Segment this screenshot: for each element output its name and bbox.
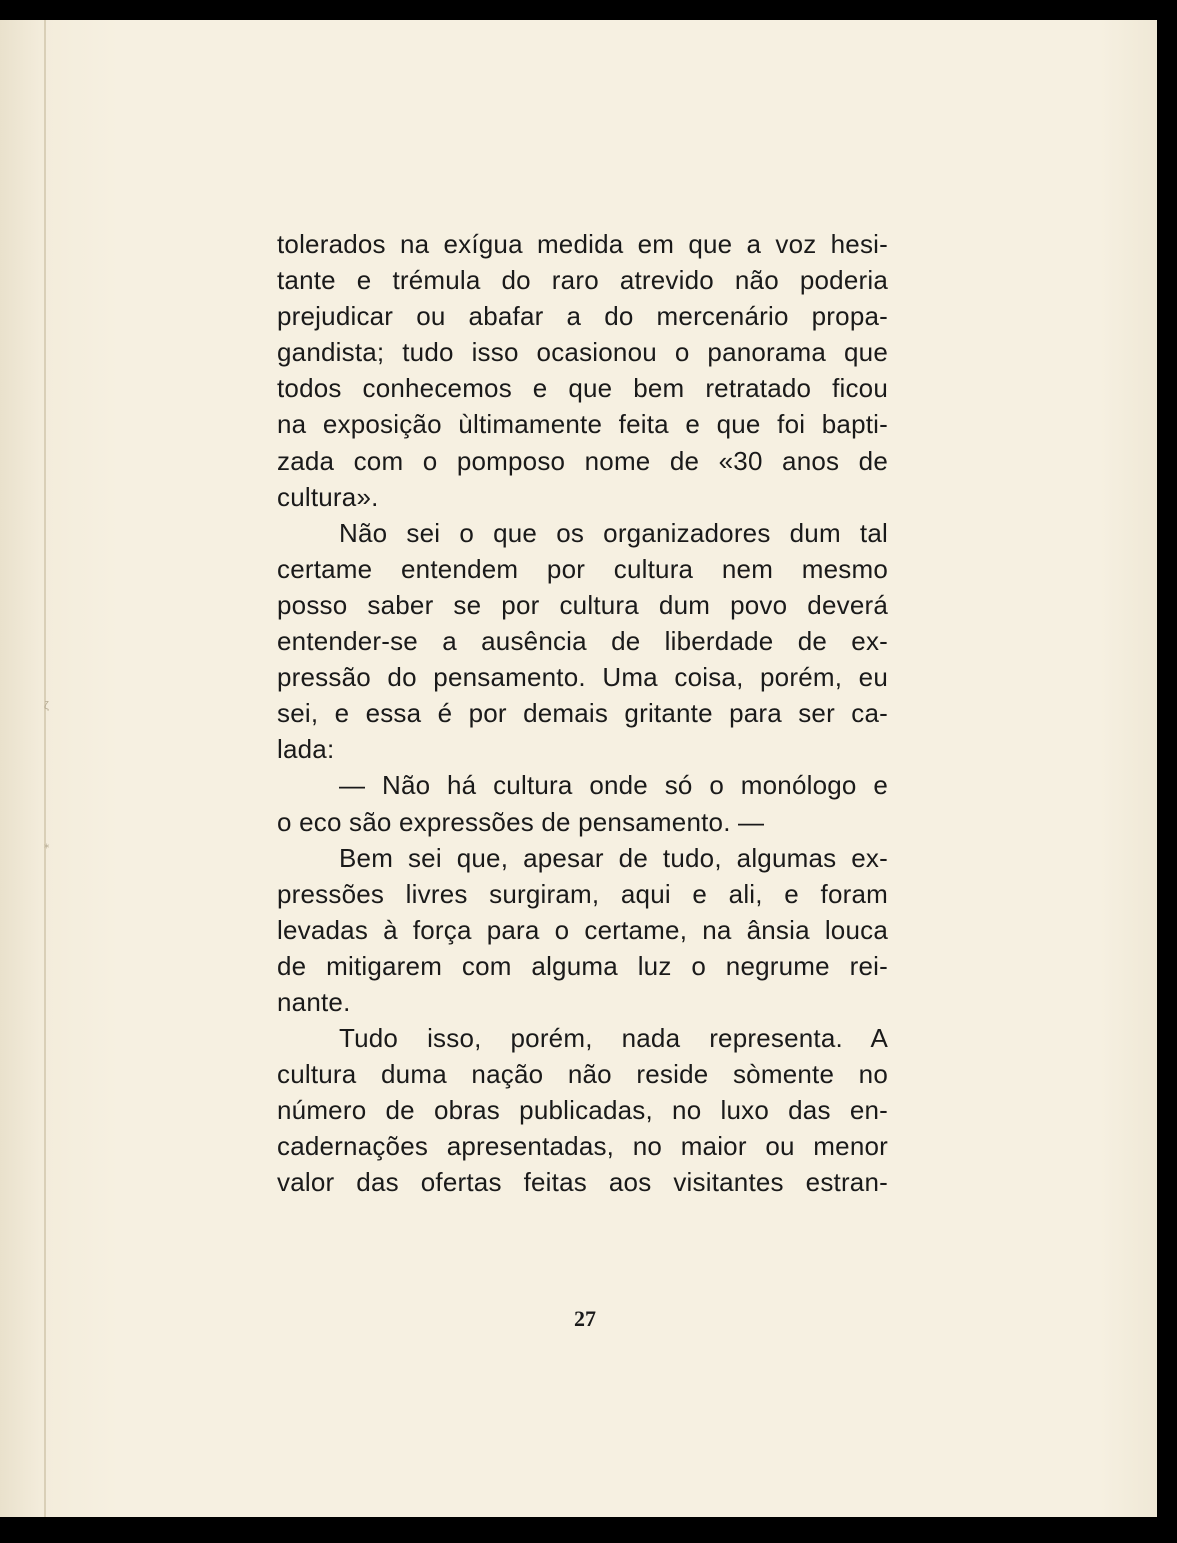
text-line: na exposição ùltimamente feita e que foi bapti- bbox=[277, 409, 888, 440]
text-line: posso saber se por cultura dum povo deverá bbox=[277, 589, 888, 620]
text-line: nante. bbox=[277, 986, 351, 1017]
text-line: entender-se a ausência de liberdade de ex- bbox=[277, 626, 888, 657]
text-line: pressão do pensamento. Uma coisa, porém, eu bbox=[277, 662, 888, 693]
text-line: cadernações apresentadas, no maior ou menor bbox=[277, 1131, 888, 1162]
text-line: prejudicar ou abafar a do mercenário propa- bbox=[277, 301, 888, 332]
text-line: todos conhecemos e que bem retratado ficou bbox=[277, 373, 888, 404]
text-line: Tudo isso, porém, nada representa. A bbox=[339, 1023, 888, 1054]
text-line: valor das ofertas feitas aos visitantes estran- bbox=[277, 1167, 888, 1198]
page-number: 27 bbox=[574, 1306, 596, 1331]
text-line: número de obras publicadas, no luxo das en- bbox=[277, 1095, 888, 1126]
text-line: o eco são expressões de pensamento. — bbox=[277, 806, 765, 837]
margin-artifact: ζ bbox=[44, 700, 49, 712]
text-line: lada: bbox=[277, 734, 335, 765]
text-line: gandista; tudo isso ocasionou o panorama que bbox=[277, 337, 888, 368]
text-line: certame entendem por cultura nem mesmo bbox=[277, 553, 888, 584]
text-line: Não sei o que os organizadores dum tal bbox=[339, 517, 888, 548]
text-line: de mitigarem com alguma luz o negrume rei- bbox=[277, 950, 888, 981]
margin-artifact: ⁎ bbox=[44, 839, 50, 851]
text-line: cultura duma nação não reside sòmente no bbox=[277, 1059, 888, 1090]
text-line: Bem sei que, apesar de tudo, algumas ex- bbox=[339, 842, 888, 873]
text-line: levadas à força para o certame, na ânsia louca bbox=[277, 914, 888, 945]
text-line: pressões livres surgiram, aqui e ali, e foram bbox=[277, 878, 888, 909]
text-line: sei, e essa é por demais gritante para ser ca- bbox=[277, 698, 888, 729]
page-gutter bbox=[44, 20, 46, 1517]
text-line: cultura». bbox=[277, 481, 379, 512]
text-line: tolerados na exígua medida em que a voz hesi- bbox=[277, 229, 888, 259]
body-text bbox=[277, 226, 888, 1201]
text-line: — Não há cultura onde só o monólogo e bbox=[339, 770, 888, 801]
text-line: tante e trémula do raro atrevido não poderia bbox=[277, 265, 888, 296]
text-line: zada com o pomposo nome de «30 anos de bbox=[277, 445, 888, 476]
